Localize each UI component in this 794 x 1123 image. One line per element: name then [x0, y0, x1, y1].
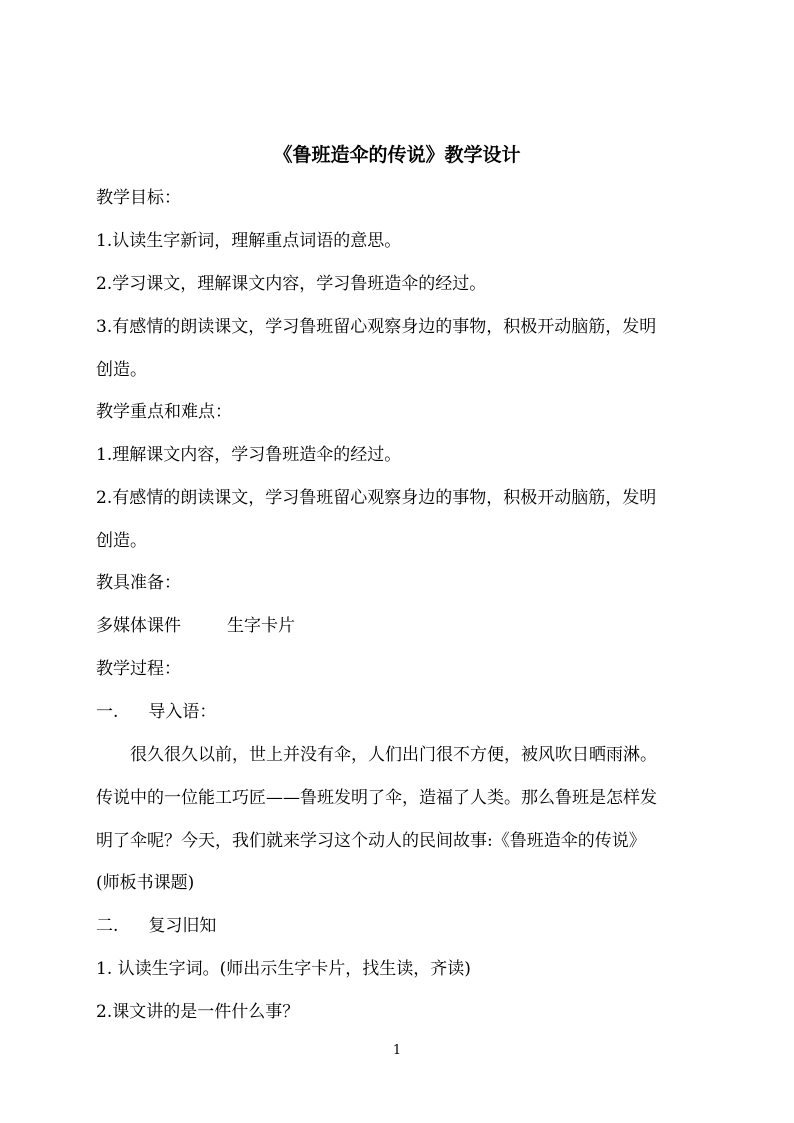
objective-line-1: 1.认读生字新词，理解重点词语的意思。: [96, 231, 402, 251]
page-number: 1: [392, 1043, 402, 1058]
intro-line-4: (师板书课题): [96, 873, 195, 893]
process-heading: 教学过程：: [96, 659, 181, 679]
objectives-heading: 教学目标：: [96, 188, 181, 208]
document-title: 《鲁班造伞的传说》教学设计: [273, 144, 521, 166]
key-point-line-2-cont: 创造。: [96, 531, 147, 551]
review-line-1: 1. 认读生字词。(师出示生字卡片，找生读，齐读): [96, 959, 471, 979]
intro-line-3: 明了伞呢？今天，我们就来学习这个动人的民间故事:《鲁班造伞的传说》: [96, 831, 646, 851]
objective-line-3: 3.有感情的朗读课文，学习鲁班留心观察身边的事物，积极开动脑筋，发明: [96, 317, 657, 337]
objective-line-3-cont: 创造。: [96, 360, 147, 380]
materials-heading: 教具准备：: [96, 573, 181, 593]
section-2-title: 复习旧知: [148, 916, 217, 936]
intro-line-1: 很久很久以前，世上并没有伞，人们出门很不方便，被风吹日晒雨淋。: [130, 745, 657, 765]
section-2-heading: [96, 913, 216, 939]
materials-line: [96, 613, 295, 639]
section-1-number: 一.: [96, 702, 119, 722]
objective-line-2: 2.学习课文，理解课文内容，学习鲁班造伞的经过。: [96, 274, 487, 294]
material-item-courseware: 多媒体课件: [96, 616, 181, 636]
key-point-line-1: 1.理解课文内容，学习鲁班造伞的经过。: [96, 445, 402, 465]
section-1-heading: [96, 699, 216, 725]
review-line-2: 2.课文讲的是一件什么事？: [96, 1002, 300, 1022]
key-points-heading: 教学重点和难点：: [96, 402, 232, 422]
section-1-title: 导入语：: [148, 702, 217, 722]
material-item-cards: 生字卡片: [227, 616, 295, 636]
section-2-number: 二.: [96, 916, 119, 936]
intro-line-2: 传说中的一位能工巧匠——鲁班发明了伞，造福了人类。那么鲁班是怎样发: [96, 788, 657, 808]
key-point-line-2: 2.有感情的朗读课文，学习鲁班留心观察身边的事物，积极开动脑筋，发明: [96, 488, 657, 508]
